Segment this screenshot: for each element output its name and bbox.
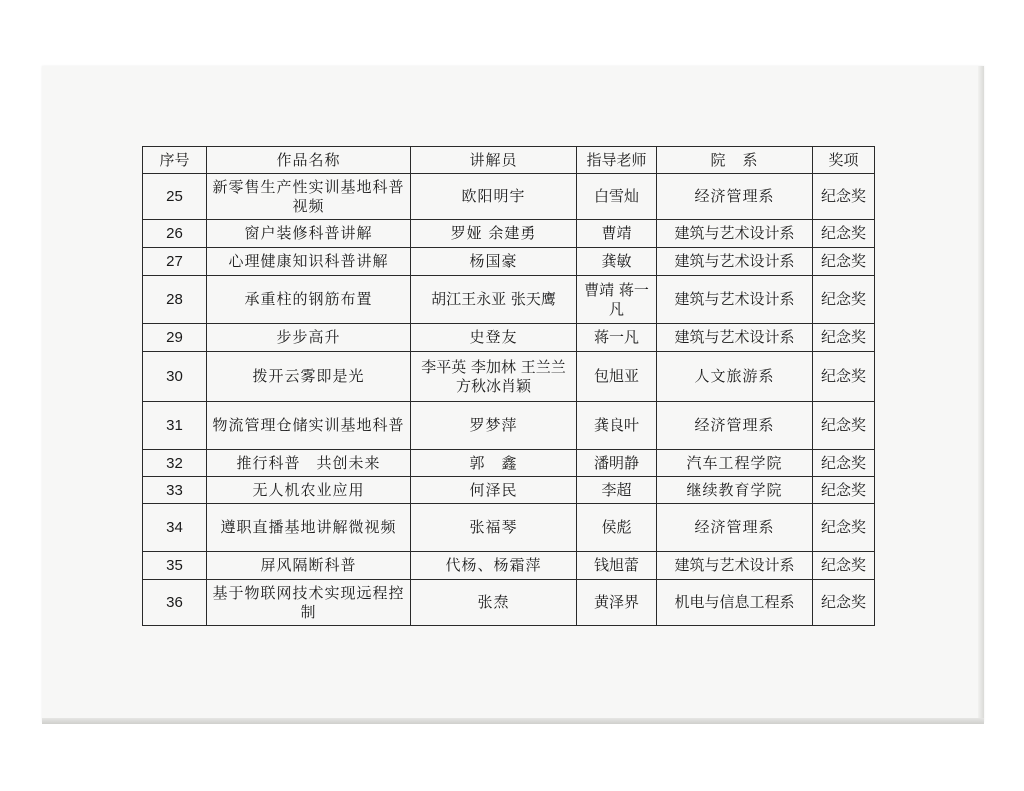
row-work: 窗户装修科普讲解 — [207, 220, 411, 248]
row-advisor: 李超 — [577, 477, 657, 504]
table-row — [143, 324, 875, 352]
row-index: 33 — [143, 477, 207, 504]
row-award: 纪念奖 — [813, 248, 875, 276]
row-index: 29 — [143, 324, 207, 352]
row-work: 推行科普 共创未来 — [207, 450, 411, 477]
header-presenter: 讲解员 — [411, 147, 577, 174]
row-presenter: 李平英 李加林 王兰兰 方秋冰肖颖 — [411, 352, 577, 402]
row-work: 物流管理仓储实训基地科普 — [207, 402, 411, 450]
table-row — [143, 552, 875, 580]
row-presenter: 胡江王永亚 张天鹰 — [411, 276, 577, 324]
row-work: 步步高升 — [207, 324, 411, 352]
row-award: 纪念奖 — [813, 324, 875, 352]
row-award: 纪念奖 — [813, 552, 875, 580]
row-department: 建筑与艺术设计系 — [657, 276, 813, 324]
row-award: 纪念奖 — [813, 276, 875, 324]
row-department: 建筑与艺术设计系 — [657, 324, 813, 352]
row-presenter: 张福琴 — [411, 504, 577, 552]
header-work: 作品名称 — [207, 147, 411, 174]
row-presenter: 何泽民 — [411, 477, 577, 504]
row-index: 34 — [143, 504, 207, 552]
row-index: 25 — [143, 174, 207, 220]
row-presenter: 代杨、杨霜萍 — [411, 552, 577, 580]
row-award: 纪念奖 — [813, 580, 875, 626]
row-work: 无人机农业应用 — [207, 477, 411, 504]
row-advisor: 龚良叶 — [577, 402, 657, 450]
header-advisor: 指导老师 — [577, 147, 657, 174]
row-award: 纪念奖 — [813, 477, 875, 504]
row-advisor: 白雪灿 — [577, 174, 657, 220]
row-index: 28 — [143, 276, 207, 324]
row-advisor: 钱旭蕾 — [577, 552, 657, 580]
row-presenter: 史登友 — [411, 324, 577, 352]
row-presenter: 张焘 — [411, 580, 577, 626]
row-presenter: 罗娅 余建勇 — [411, 220, 577, 248]
row-work: 遵职直播基地讲解微视频 — [207, 504, 411, 552]
row-advisor: 潘明静 — [577, 450, 657, 477]
row-award: 纪念奖 — [813, 174, 875, 220]
row-index: 35 — [143, 552, 207, 580]
row-presenter: 欧阳明宇 — [411, 174, 577, 220]
row-work: 拨开云雾即是光 — [207, 352, 411, 402]
row-work: 基于物联网技术实现远程控制 — [207, 580, 411, 626]
header-department: 院 系 — [657, 147, 813, 174]
row-work: 新零售生产性实训基地科普视频 — [207, 174, 411, 220]
table-row — [143, 352, 875, 402]
row-index: 31 — [143, 402, 207, 450]
row-department: 机电与信息工程系 — [657, 580, 813, 626]
row-work: 屏风隔断科普 — [207, 552, 411, 580]
paper-right-edge — [978, 66, 984, 722]
row-advisor: 曹靖 蒋一凡 — [577, 276, 657, 324]
row-advisor: 侯彪 — [577, 504, 657, 552]
table-row — [143, 174, 875, 220]
row-index: 26 — [143, 220, 207, 248]
row-award: 纪念奖 — [813, 220, 875, 248]
table-row — [143, 580, 875, 626]
row-index: 36 — [143, 580, 207, 626]
row-advisor: 龚敏 — [577, 248, 657, 276]
paper-bottom-edge — [42, 718, 984, 724]
row-department: 建筑与艺术设计系 — [657, 248, 813, 276]
awards-table — [142, 146, 875, 626]
row-index: 27 — [143, 248, 207, 276]
row-award: 纪念奖 — [813, 352, 875, 402]
row-department: 经济管理系 — [657, 504, 813, 552]
row-award: 纪念奖 — [813, 504, 875, 552]
row-presenter: 杨国豪 — [411, 248, 577, 276]
row-department: 经济管理系 — [657, 174, 813, 220]
table-row — [143, 276, 875, 324]
table-row — [143, 504, 875, 552]
row-award: 纪念奖 — [813, 402, 875, 450]
row-department: 继续教育学院 — [657, 477, 813, 504]
row-advisor: 黄泽界 — [577, 580, 657, 626]
table-row — [143, 248, 875, 276]
row-advisor: 蒋一凡 — [577, 324, 657, 352]
row-department: 人文旅游系 — [657, 352, 813, 402]
table-row — [143, 477, 875, 504]
row-department: 经济管理系 — [657, 402, 813, 450]
row-advisor: 曹靖 — [577, 220, 657, 248]
table-row — [143, 450, 875, 477]
row-department: 汽车工程学院 — [657, 450, 813, 477]
row-presenter: 罗梦萍 — [411, 402, 577, 450]
row-department: 建筑与艺术设计系 — [657, 552, 813, 580]
row-index: 32 — [143, 450, 207, 477]
header-row — [143, 147, 875, 174]
row-department: 建筑与艺术设计系 — [657, 220, 813, 248]
header-award: 奖项 — [813, 147, 875, 174]
row-presenter: 郭 鑫 — [411, 450, 577, 477]
row-advisor: 包旭亚 — [577, 352, 657, 402]
row-work: 承重柱的钢筋布置 — [207, 276, 411, 324]
table-row — [143, 402, 875, 450]
header-index: 序号 — [143, 147, 207, 174]
table-row — [143, 220, 875, 248]
row-award: 纪念奖 — [813, 450, 875, 477]
row-index: 30 — [143, 352, 207, 402]
row-work: 心理健康知识科普讲解 — [207, 248, 411, 276]
